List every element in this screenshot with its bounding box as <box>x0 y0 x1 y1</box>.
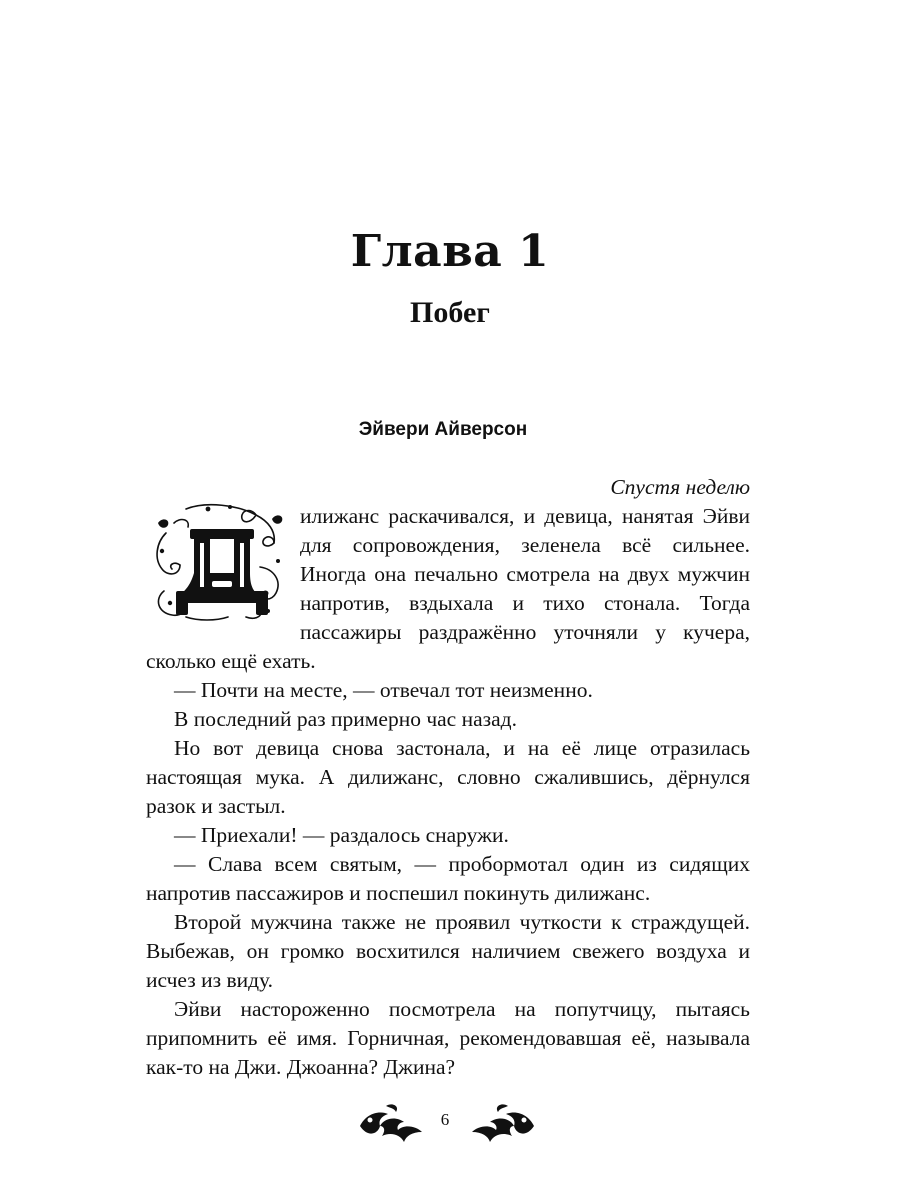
paragraph: илижанс раскачивался, и девица, нанятая Эйви для сопровождения, зеленела всё сильнее. Иногда она печально смотрела на двух мужчин напротив, вздыхала и тихо стонала. Тогда пассажиры раздражённо уточняли у кучера, сколько ещё ехать. <box>146 504 750 673</box>
paragraph: Но вот девица снова застонала, и на её лице отразилась настоящая мука. А дилижанс, словно сжалившись, дёрнулся разок и застыл. <box>146 736 750 818</box>
paragraph: — Слава всем святым, — пробормотал один из сидящих напротив пассажиров и поспешил покинуть дилижанс. <box>146 852 750 905</box>
chapter-subtitle: Побег <box>410 296 490 329</box>
paragraph: В последний раз примерно час назад. <box>174 707 517 731</box>
page-footer <box>0 1100 900 1146</box>
timeline-note: Спустя неделю <box>610 475 750 499</box>
paragraph: Второй мужчина также не проявил чуткости к страждущей. Выбежав, он громко восхитился наличием свежего воздуха и исчез из виду. <box>146 910 750 992</box>
ornamental-dropcap-icon <box>146 503 292 621</box>
page-number: 6 <box>440 1110 450 1129</box>
footer-ornament-right-icon <box>466 1100 538 1146</box>
footer-ornament-left-icon <box>356 1100 428 1146</box>
chapter-title: Глава 1 <box>350 226 550 277</box>
paragraph: Эйви настороженно посмотрела на попутчицу, пытаясь припомнить её имя. Горничная, рекомендовавшая её, называла как-то на Джи. Джоанна? Джина? <box>146 997 750 1079</box>
paragraph: — Приехали! — раздалось снаружи. <box>174 823 509 847</box>
paragraph: — Почти на месте, — отвечал тот неизменно. <box>174 678 593 702</box>
body-text <box>146 473 750 1082</box>
pov-character-name: Эйвери Айверсон <box>358 419 528 440</box>
